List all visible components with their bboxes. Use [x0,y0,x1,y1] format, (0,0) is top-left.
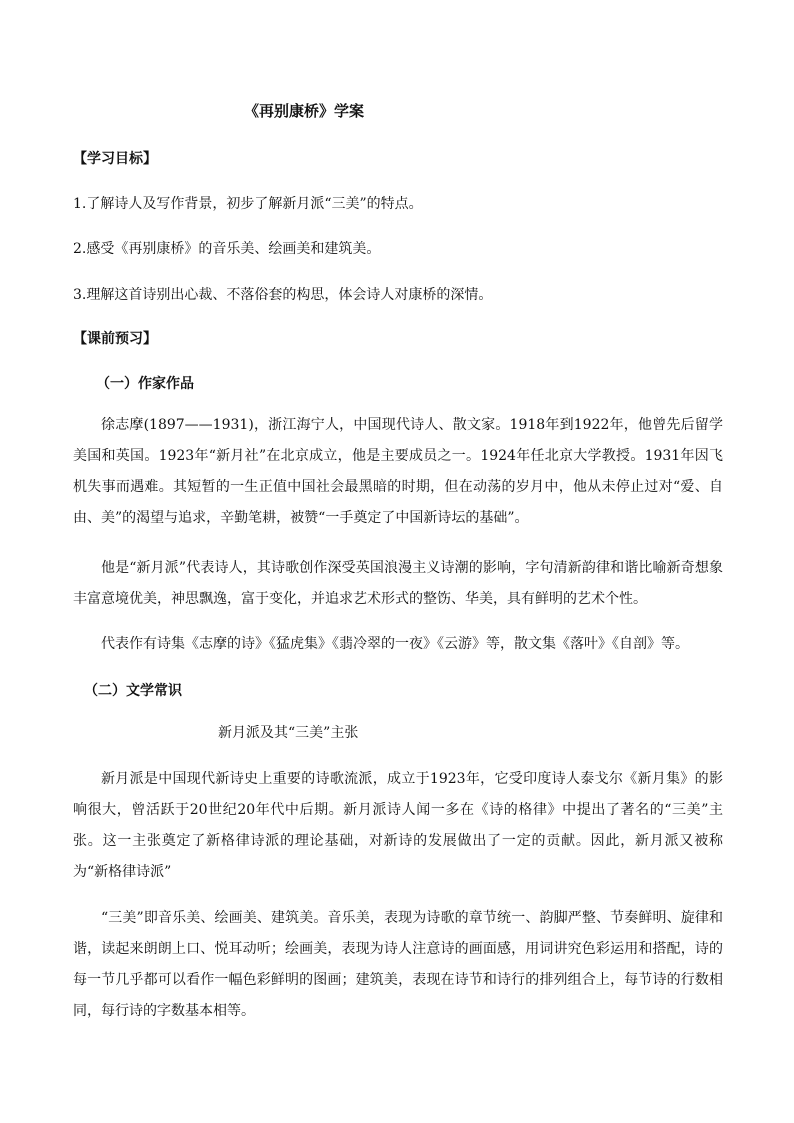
goal-item-2: 2.感受《再别康桥》的音乐美、绘画美和建筑美。 [73,241,381,257]
goal-item-1: 1.了解诗人及写作背景，初步了解新月派“三美”的特点。 [73,196,423,212]
document-title: 《再别康桥》学案 [244,102,365,120]
goal-item-3: 3.理解这首诗别出心裁、不落俗套的构思，体会诗人对康桥的深情。 [73,287,493,303]
section-literature-subtitle: 新月派及其“三美”主张 [218,725,359,741]
literature-paragraph-1: 新月派是中国现代新诗史上重要的诗歌流派，成立于1923年，它受印度诗人泰戈尔《新月集》的影响很大，曾活跃于20世纪20年代中后期。新月派诗人闻一多在《诗的格律》中提出了著名的“三美”主张。这一主张奠定了新格律诗派的理论基础，对新诗的发展做出了一定的贡献。因此，新月派又被称为“新格律诗派” [73,771,723,880]
author-paragraph-3: 代表作有诗集《志摩的诗》《猛虎集》《翡冷翠的一夜》《云游》等，散文集《落叶》《自剖》等。 [101,636,689,652]
literature-paragraph-2: “三美”即音乐美、绘画美、建筑美。音乐美，表现为诗歌的章节统一、韵脚严整、节奏鲜明、旋律和谐，读起来朗朗上口、悦耳动听；绘画美，表现为诗人注意诗的画面感，用词讲究色彩运用和搭配，诗的每一节几乎都可以看作一幅色彩鲜明的图画；建筑美，表现在诗节和诗行的排列组合上，每节诗的行数相同，每行诗的字数基本相等。 [73,910,723,1019]
author-paragraph-2: 他是“新月派”代表诗人，其诗歌创作深受英国浪漫主义诗潮的影响，字句清新韵律和谐比喻新奇想象丰富意境优美，神思飘逸，富于变化，并追求艺术形式的整饬、华美，具有鲜明的艺术个性。 [73,560,723,607]
section-literature-heading: （二）文学常识 [84,683,182,699]
section-author-heading: （一）作家作品 [96,376,194,392]
goals-heading: 【学习目标】 [73,151,157,167]
author-paragraph-1: 徐志摩(1897——1931)，浙江海宁人，中国现代诗人、散文家。1918年到1922年，他曾先后留学美国和英国。1923年“新月社”在北京成立，他是主要成员之一。1924年任北京大学教授。1931年因飞机失事而遇难。其短暂的一生正值中国社会最黑暗的时期，但在动荡的岁月中，他从未停止过对“爱、自由、美”的渴望与追求，辛勤笔耕，被赞“一手奠定了中国新诗坛的基础”。 [73,417,723,526]
preview-heading: 【课前预习】 [73,331,157,347]
